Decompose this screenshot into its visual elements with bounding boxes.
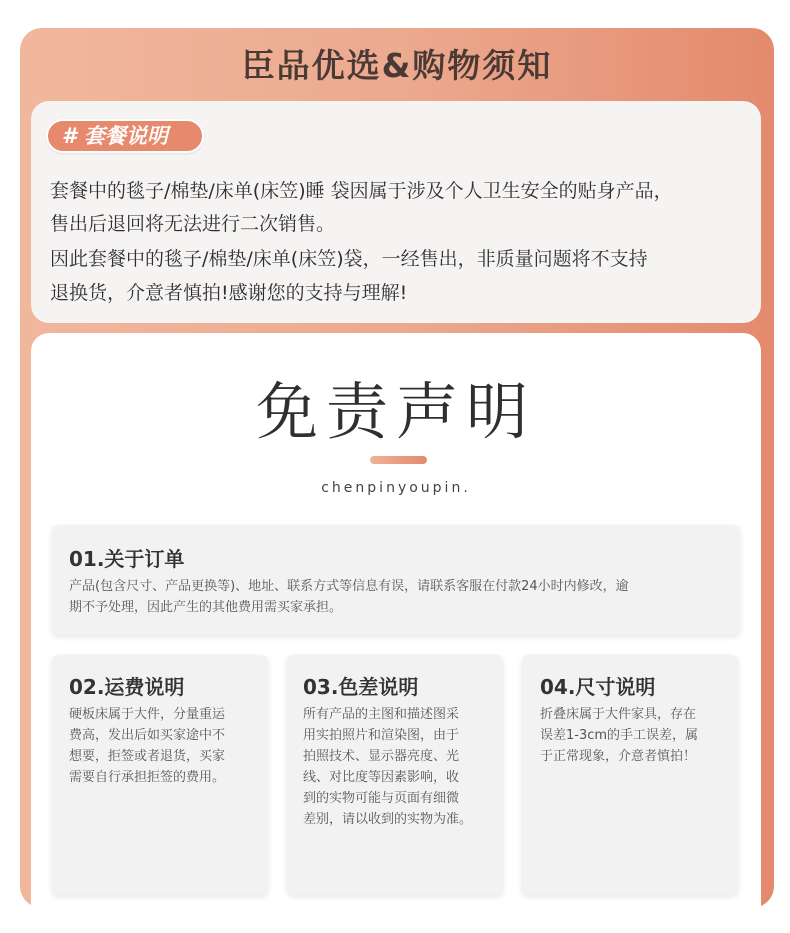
shipping-section-title: 02.运费说明 [69, 675, 185, 699]
size-section-title: 04.尺寸说明 [540, 675, 656, 699]
order-section-text: 产品(包含尺寸、产品更换等)、地址、联系方式等信息有误，请联系客服在付款24小时内修改，逾 期不予处理，因此产生的其他费用需买家承担。 [69, 579, 629, 615]
color-section-text: 所有产品的主图和描述图采 用实拍照片和渲染图，由于 拍照技术、显示器亮度、光 线、对比度等因素影响，收 到的实物可能与页面有细微 差别，请以收到的实物为准。 [303, 707, 473, 827]
disclaimer-title: 免责声明 [255, 375, 536, 448]
page-title: 臣品优选&购物须知 [241, 46, 553, 85]
shipping-section-text: 硬板床属于大件，分量重运 费高，发出后如买家途中不 想要，拒签或者退货，买家 需要自行承担拒签的费用。 [69, 707, 226, 785]
package-tag: # 套餐说明 [46, 119, 204, 153]
notice-line: 套餐中的毯子/棉垫/床单(床笠)睡 袋因属于涉及个人卫生安全的贴身产品， [50, 180, 673, 202]
notice-line: 售出后退回将无法进行二次销售。 [50, 213, 336, 235]
color-section-title: 03.色差说明 [303, 675, 419, 699]
accent-bar [370, 456, 427, 464]
notice-line: 退换货，介意者慎拍!感谢您的支持与理解! [50, 282, 408, 304]
order-section-title: 01.关于订单 [69, 547, 185, 571]
size-section-text: 折叠床属于大件家具，存在 误差1-3cm的手工误差，属 于正常现象，介意者慎拍！ [540, 707, 699, 764]
notice-line: 因此套餐中的毯子/棉垫/床单(床笠)袋，一经售出，非质量问题将不支持 [50, 248, 648, 270]
brand-subtitle: chenpinyoupin. [321, 480, 471, 496]
